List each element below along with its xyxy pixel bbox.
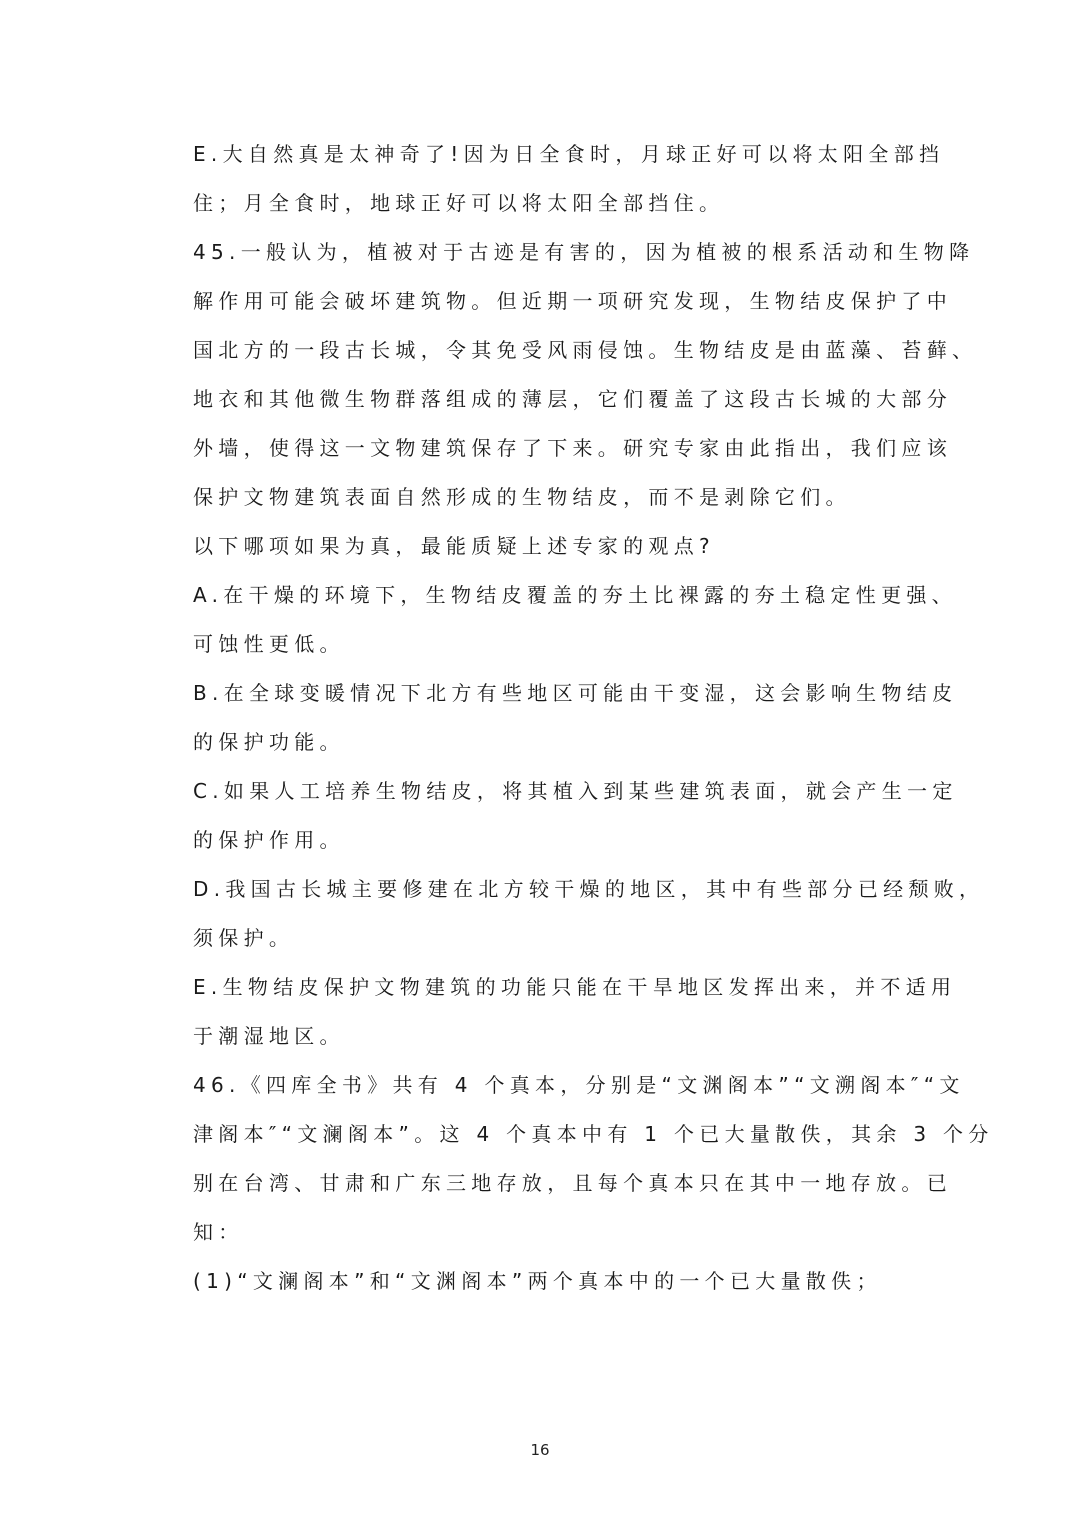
- question-44-option-e: [193, 130, 945, 228]
- text-line: 可蚀性更低。: [193, 632, 345, 656]
- text-line: D.我国古长城主要修建在北方较干燥的地区，其中有些部分已经颓败，: [193, 877, 985, 901]
- question-45-prompt: [193, 522, 895, 571]
- question-45-option-a: [193, 571, 957, 669]
- question-46-condition-1: [193, 1257, 895, 1306]
- text-line: 于潮湿地区。: [193, 1024, 345, 1048]
- text-line: E.大自然真是太神奇了!因为日全食时，月球正好可以将太阳全部挡: [193, 142, 945, 166]
- text-line: A.在干燥的环境下，生物结皮覆盖的夯土比裸露的夯土稳定性更强、: [193, 583, 957, 607]
- text-line: 知：: [193, 1220, 244, 1244]
- text-line: B.在全球变暖情况下北方有些地区可能由干变湿，这会影响生物结皮: [193, 681, 958, 705]
- question-45-stem: [193, 228, 978, 522]
- question-45-option-e: [193, 963, 957, 1061]
- text-line: (1)“文澜阁本”和“文渊阁本”两个真本中的一个已大量散佚；: [193, 1269, 882, 1293]
- text-line: 地衣和其他微生物群落组成的薄层，它们覆盖了这段古长城的大部分: [193, 387, 952, 411]
- text-line: 须保护。: [193, 926, 295, 950]
- page-number: 16: [530, 1441, 550, 1459]
- text-line: 别在台湾、甘肃和广东三地存放，且每个真本只在其中一地存放。已: [193, 1171, 952, 1195]
- text-line: 外墙，使得这一文物建筑保存了下来。研究专家由此指出，我们应该: [193, 436, 952, 460]
- document-body: [193, 130, 994, 1306]
- question-45-option-d: [193, 865, 985, 963]
- text-line: 住；月全食时，地球正好可以将太阳全部挡住。: [193, 191, 725, 215]
- text-line: 45.一般认为，植被对于古迹是有害的，因为植被的根系活动和生物降: [193, 240, 975, 264]
- text-line: 解作用可能会破坏建筑物。但近期一项研究发现，生物结皮保护了中: [193, 289, 952, 313]
- question-45-option-c: [193, 767, 958, 865]
- text-line: 保护文物建筑表面自然形成的生物结皮，而不是剥除它们。: [193, 485, 851, 509]
- text-line: 的保护功能。: [193, 730, 345, 754]
- text-line: 46.《四库全书》共有 4 个真本，分别是“文渊阁本”“文溯阁本″“文: [193, 1073, 965, 1097]
- text-line: 的保护作用。: [193, 828, 345, 852]
- text-line: C.如果人工培养生物结皮，将其植入到某些建筑表面，就会产生一定: [193, 779, 958, 803]
- text-line: 以下哪项如果为真，最能质疑上述专家的观点?: [193, 534, 715, 558]
- question-46-stem: [193, 1061, 994, 1257]
- text-line: 国北方的一段古长城，令其免受风雨侵蚀。生物结皮是由蓝藻、苔藓、: [193, 338, 978, 362]
- text-line: 津阁本″“文澜阁本”。这 4 个真本中有 1 个已大量散佚，其余 3 个分: [193, 1122, 994, 1146]
- question-45-option-b: [193, 669, 958, 767]
- text-line: E.生物结皮保护文物建筑的功能只能在干旱地区发挥出来，并不适用: [193, 975, 957, 999]
